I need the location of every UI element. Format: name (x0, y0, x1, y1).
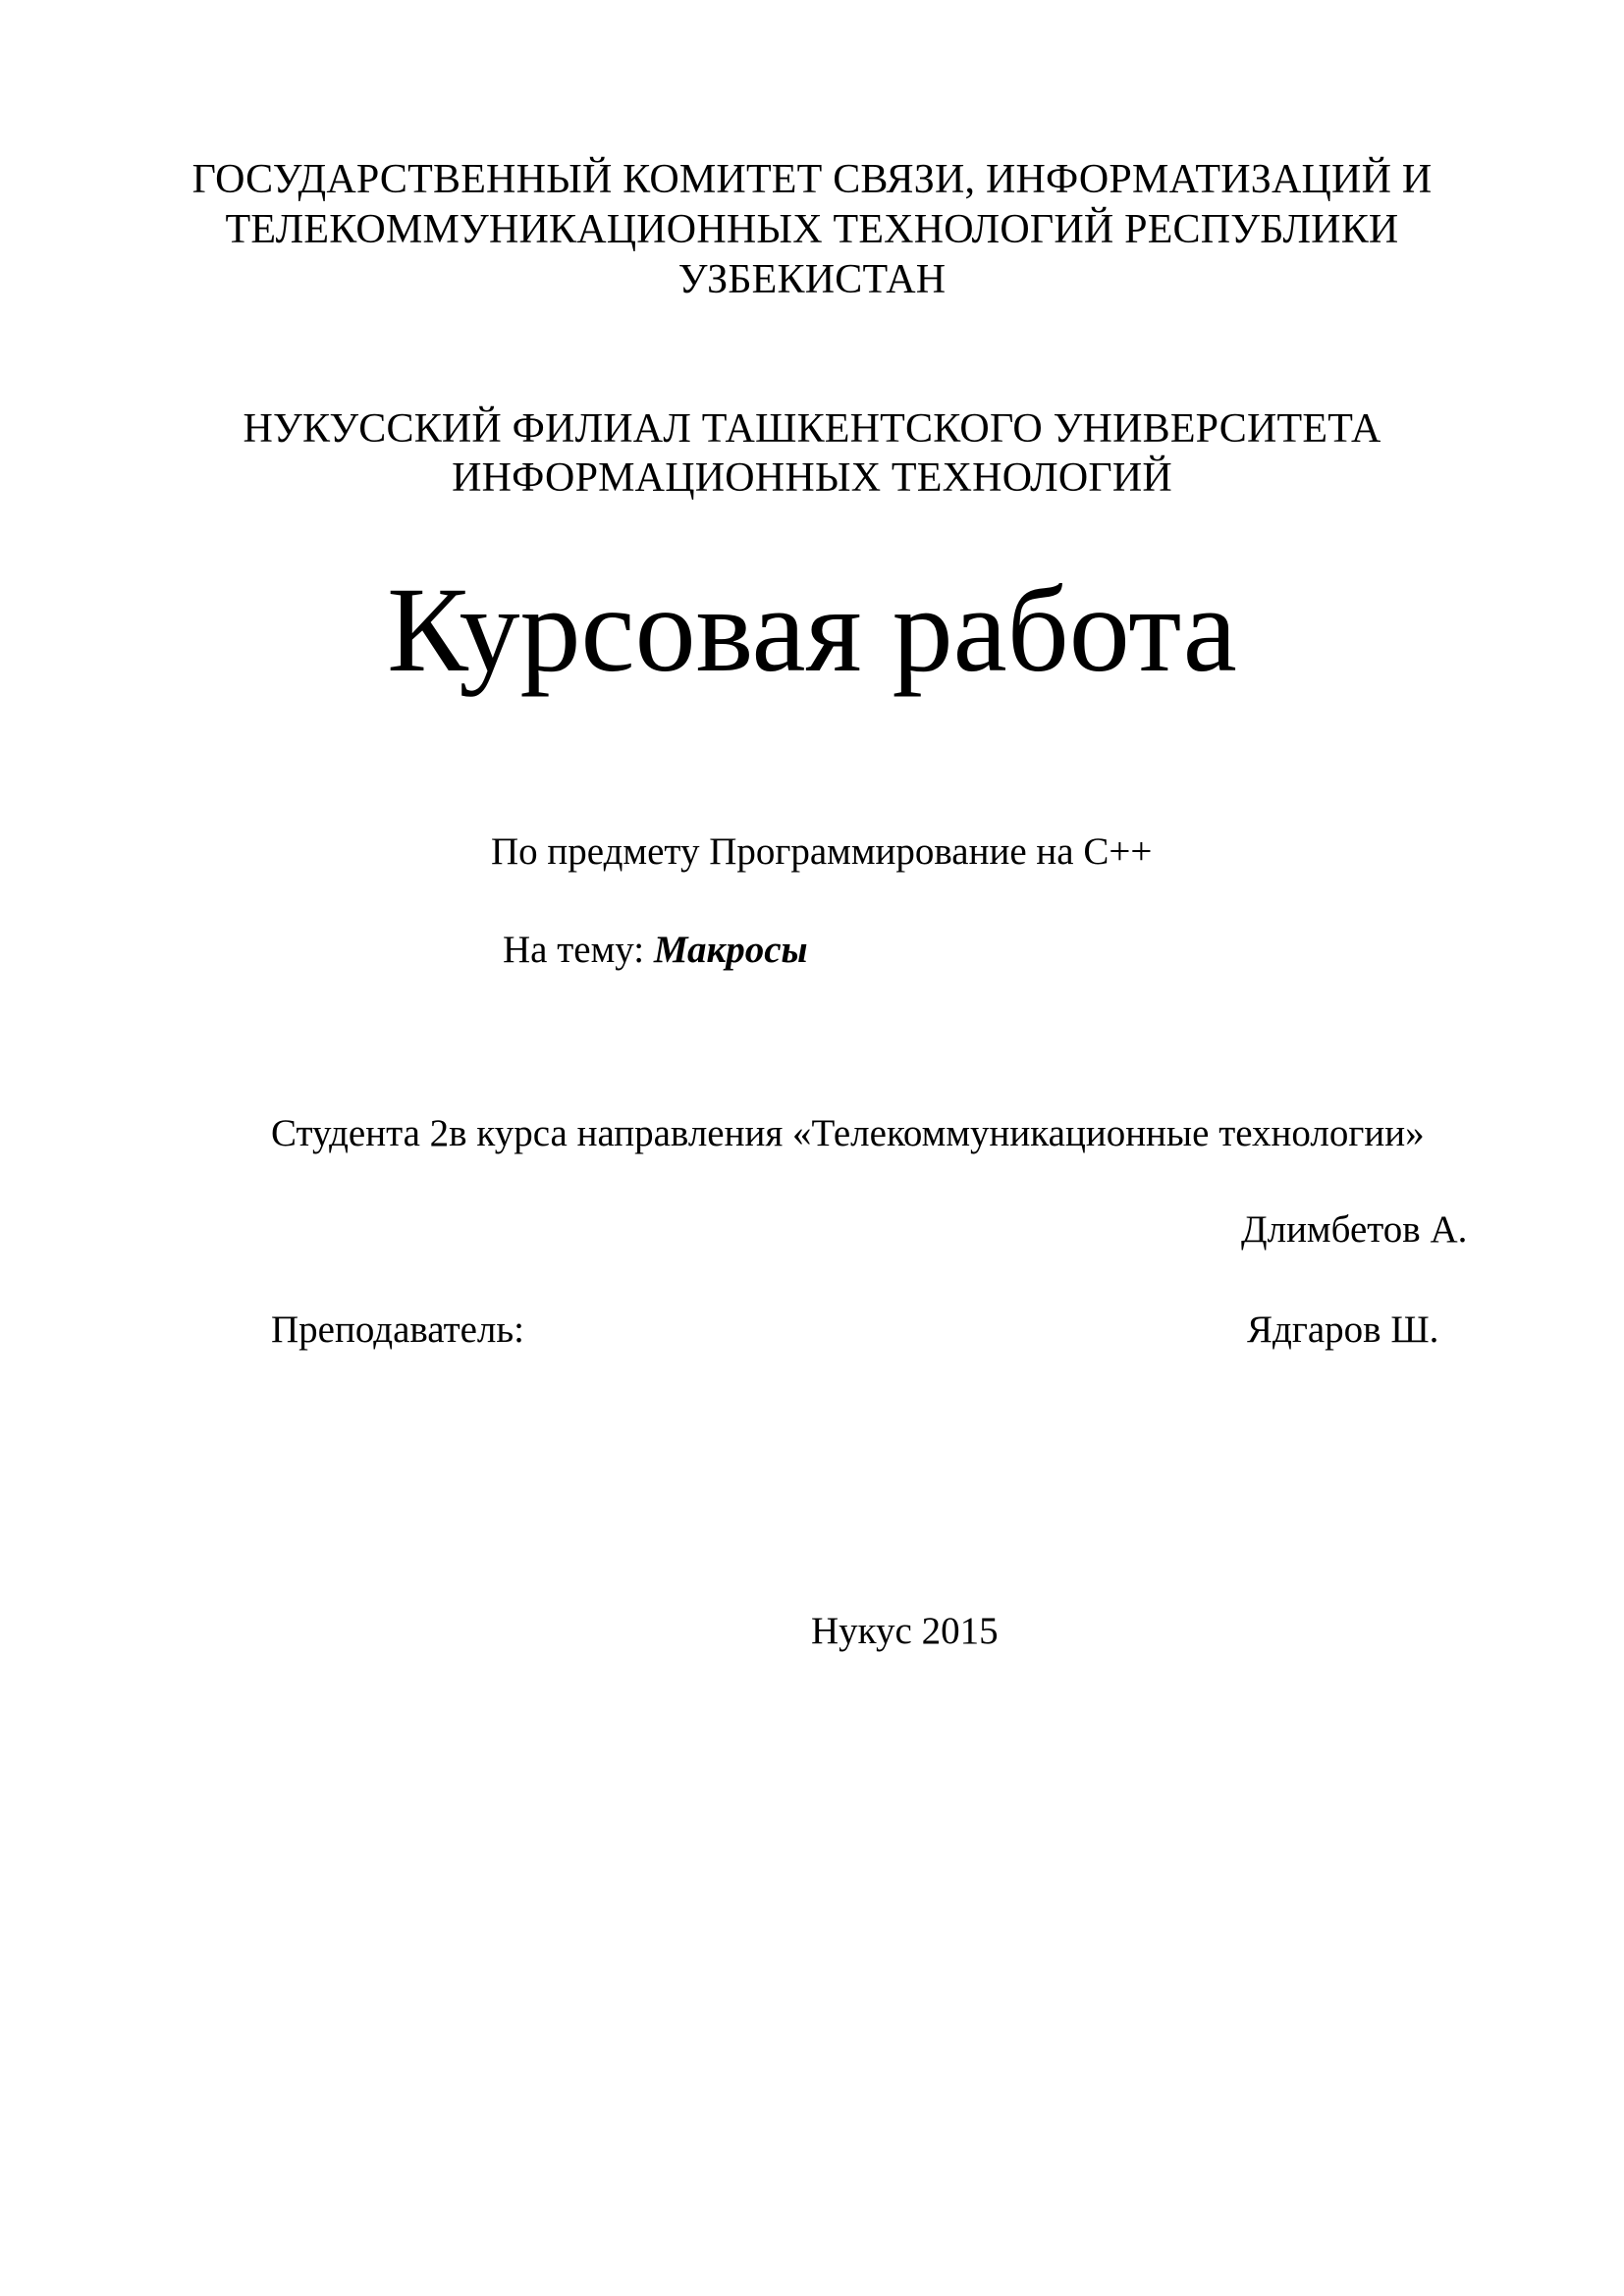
branch-heading-line-2: ИНФОРМАЦИОННЫХ ТЕХНОЛОГИЙ (452, 455, 1172, 501)
student-course-line: Студента 2в курса направления «Телекоммуникационные технологии» (271, 1112, 1425, 1154)
teacher-name: Ядгаров Ш. (1247, 1308, 1439, 1351)
branch-heading-line-1: НУКУССКИЙ ФИЛИАЛ ТАШКЕНТСКОГО УНИВЕРСИТЕТА (243, 406, 1381, 452)
document-title: Курсовая работа (387, 562, 1237, 697)
city-year: Нукус 2015 (811, 1610, 999, 1652)
topic-line (503, 931, 808, 969)
committee-heading-line-3: УЗБЕКИСТАН (677, 257, 947, 302)
topic-value: Макросы (653, 929, 808, 971)
student-name: Длимбетов А. (1241, 1208, 1468, 1251)
committee-heading-line-1: ГОСУДАРСТВЕННЫЙ КОМИТЕТ СВЯЗИ, ИНФОРМАТИЗАЦИЙ И (191, 157, 1433, 202)
teacher-label: Преподаватель: (271, 1308, 525, 1351)
committee-heading-line-2: ТЕЛЕКОММУНИКАЦИОННЫХ ТЕХНОЛОГИЙ РЕСПУБЛИКИ (225, 207, 1399, 252)
topic-label: На тему: (503, 929, 654, 971)
subject-line: По предмету Программирование на C++ (491, 830, 1153, 873)
